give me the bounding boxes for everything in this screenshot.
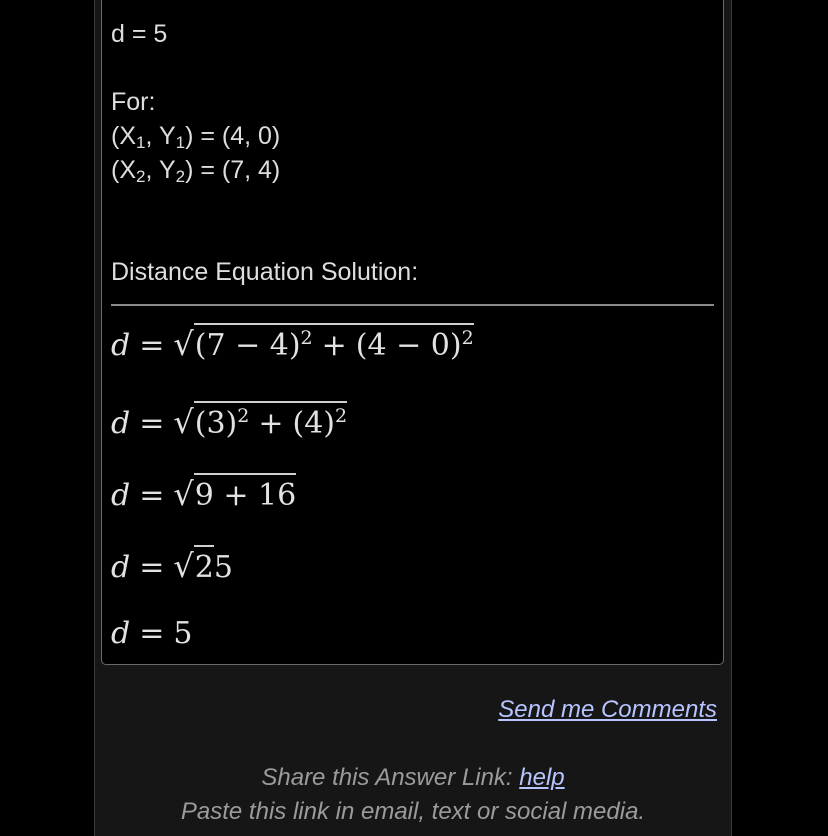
point-1: ($X_1$, $Y_1) = (4$, 0) — [111, 122, 281, 152]
equation-line-2: $d = √(3)^2 + (4)^2$ — [111, 403, 348, 441]
divider — [111, 304, 714, 306]
equation-line-1: $d = √(7 - 4)^2 + (4 - 0)^2$ — [111, 325, 474, 363]
equation-line-4: d = √25 — [111, 547, 233, 585]
help-link[interactable]: help — [519, 764, 565, 791]
sqrt-icon: √ — [173, 403, 194, 441]
distance-result: d = 5 — [111, 20, 168, 48]
equation-line-3: d = √9 + 16 — [111, 475, 297, 513]
sqrt-icon: √ — [173, 475, 194, 513]
solution-heading: Distance Equation Solution: — [111, 258, 419, 286]
point-2: ($X_2$, $Y_2) = (7$, 4) — [111, 156, 281, 186]
share-label: Share this Answer Link: — [261, 764, 513, 791]
send-comments-link[interactable]: Send me Comments — [498, 696, 717, 723]
share-answer-line — [95, 764, 731, 792]
sqrt-icon: √ — [173, 547, 194, 585]
equation-line-5: d = 5 — [111, 616, 193, 651]
sqrt-icon: √ — [173, 325, 194, 363]
share-hint: Paste this link in email, text or social media. — [180, 798, 646, 825]
for-label: For: — [111, 88, 156, 116]
